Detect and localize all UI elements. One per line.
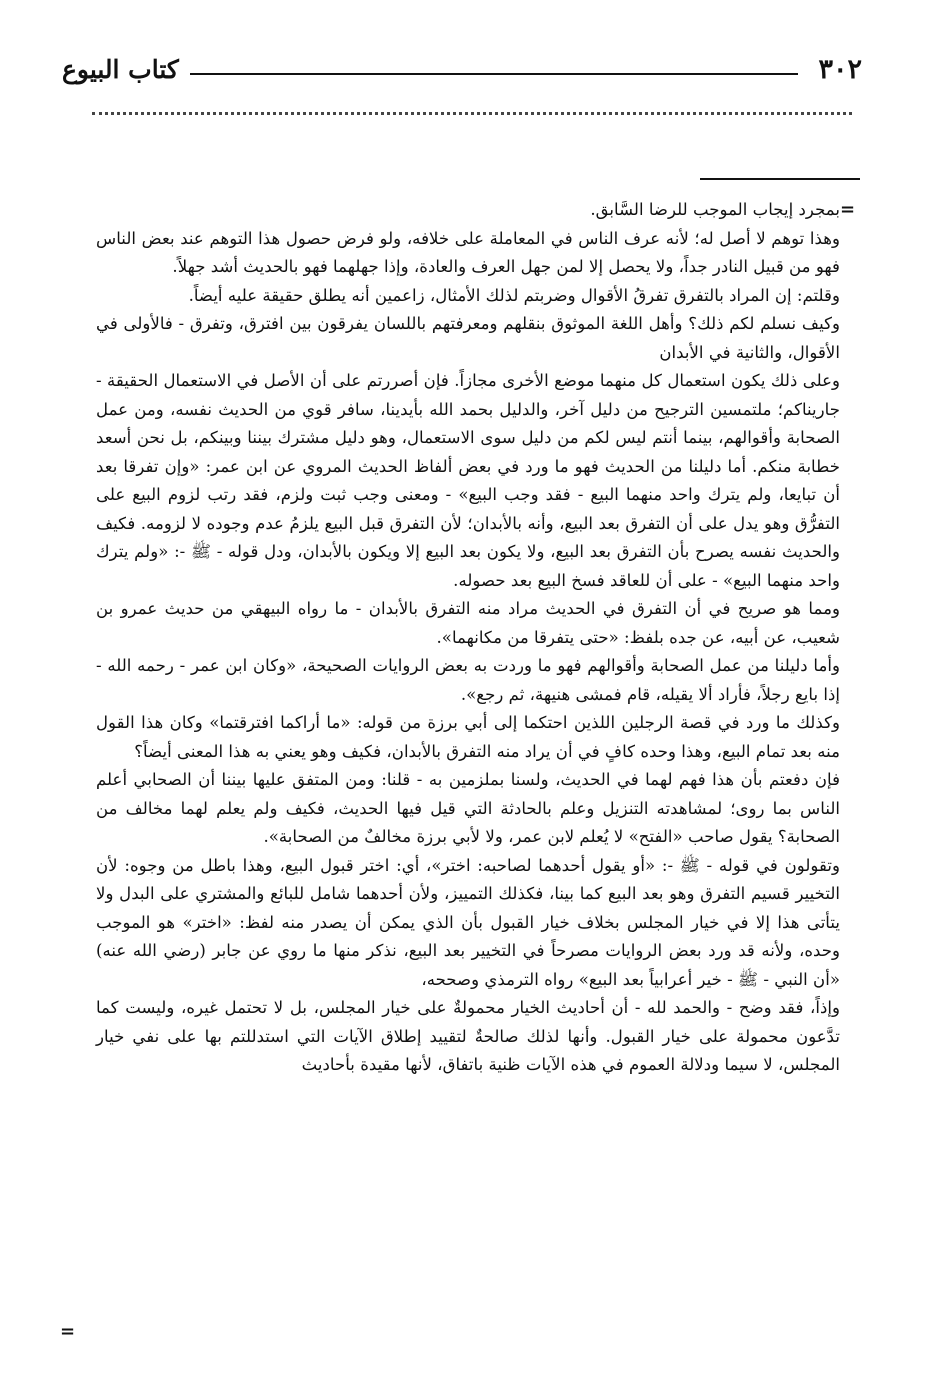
- paragraph: وهذا توهم لا أصل له؛ لأنه عرف الناس في المعاملة على خلافه، ولو فرض حصول هذا التوهم عند بعض الناس فهو من قبيل النادر جداً، ولا يحصل إلا لمن جهل العرف والعادة، وإذا جهلهما فهو بالحديث أشد جهلاً.: [96, 228, 840, 276]
- page-header: [62, 52, 862, 88]
- book-title: كتاب البيوع: [62, 55, 179, 84]
- dotted-separator: [92, 112, 852, 115]
- paragraph: وعلى ذلك يكون استعمال كل منهما موضع الأخرى مجازاً. فإن أصررتم على أن الأصل في الاستعمال الحقيقة - جاريناكم؛ ملتمسين الترجيح من دليل آخر، والدليل بحمد الله بأيدينا، سافر قوي من الحديث نفسه، ومن عمل الصحابة وأقوالهم، بينما أنتم ليس لكم من دليل سوى الاستعمال، وهو دليل مشترك بيننا وبينكم، بل نحن أسعد خطابة منكم. أما دليلنا من الحديث فهو ما ورد في بعض ألفاظ الحديث المروي عن ابن عمر: «وإن تفرقا بعد أن تبايعا، ولم يترك واحد منهما البيع - فقد وجب البيع» - ومعنى وجب ثبت ولزم، فقد رتب لزوم البيع على التفرُّق وهو يدل على أن التفرق بعد البيع، وأنه بالأبدان؛ لأن التفرق قبل البيع يلزمُ عدم وجوده لا لزومه. فكيف والحديث نفسه يصرح بأن التفرق بعد البيع، ولا يكون بعد البيع إلا ويكون بالأبدان، ودل قوله - ﷺ -: «ولم يترك واحد منهما البيع» - على أن للعاقد فسخ البيع بعد حصوله.: [96, 371, 840, 590]
- paragraph: وكذلك ما ورد في قصة الرجلين اللذين احتكما إلى أبي برزة من قوله: «ما أراكما افترقتما» وكان هذا القول منه بعد تمام البيع، وهذا وحده كافٍ في أن يراد منه التفرق بالأبدان، فكيف وهو يعني به هذا المعنى أيضاً؟: [96, 713, 840, 761]
- continuation-mark-top: =: [840, 199, 856, 220]
- continuation-mark-bottom: =: [60, 1321, 76, 1342]
- paragraph: وإذاً، فقد وضح - والحمد لله - أن أحاديث الخيار محمولةٌ على خيار المجلس، بل لا تحتمل غيره، وليست كما تدَّعون محمولة على خيار القبول. وأنها لذلك صالحةٌ لتقييد إطلاق الآيات التي استدللتم بها على نفي خيار المجلس، لا سيما ودلالة العموم في هذه الآيات ظنية باتفاق، لأنها مقيدة بأحاديث: [96, 998, 840, 1074]
- paragraph: وكيف نسلم لكم ذلك؟ وأهل اللغة الموثوق بنقلهم ومعرفتهم باللسان يفرقون بين افترق، وتفرق - فالأولى في الأقوال، والثانية في الأبدان: [96, 314, 840, 362]
- paragraph: وتقولون في قوله - ﷺ -: «أو يقول أحدهما لصاحبه: اختر»، أي: اختر قبول البيع، وهذا باطل من وجوه: لأن التخيير قسيم التفرق وهو بعد البيع كما بينا، فكذلك التمييز، ولأن أحدهما شامل للبائع والمشتري على البدل ولا يتأتى هذا إلا في خيار المجلس بخلاف خيار القبول بأن الذي يمكن أن يصدر منه لفظ: «اختر» هو الموجب وحده، ولأنه قد ورد بعض الروايات مصرحاً في التخيير بعد البيع، نذكر منها ما روي عن جابر (رضي الله عنه) «أن النبي - ﷺ - خير أعرابياً بعد البيع» رواه الترمذي وصححه،: [96, 855, 840, 989]
- paragraph: وأما دليلنا من عمل الصحابة وأقوالهم فهو ما وردت به بعض الروايات الصحيحة، «وكان ابن عمر - رحمه الله - إذا بايع رجلاً، فأراد ألا يقيله، قام فمشى هنيهة، ثم رجع».: [96, 656, 840, 704]
- header-rule: [190, 73, 798, 75]
- footnote-text: [96, 196, 840, 1080]
- paragraph: بمجرد إيجاب الموجب للرضا السَّابق.: [590, 200, 840, 219]
- paragraph: وقلتم: إن المراد بالتفرق تفرقُ الأقوال وضربتم لذلك الأمثال، زاعمين أنه يطلق حقيقة عليه أيضاً.: [188, 285, 840, 305]
- paragraph: فإن دفعتم بأن هذا فهم لهما في الحديث، ولسنا بملزمين به - قلنا: ومن المتفق عليها بيننا أن الصحابي أعلم الناس بما روى؛ لمشاهدته التنزيل وعلم بالحادثة التي قيل فيها الحديث، فكيف ولم يعلم لهما مخالف من الصحابة؟ يقول صاحب «الفتح» لا يُعلم لابن عمر، ولا لأبي برزة مخالفٌ من الصحابة».: [96, 770, 840, 846]
- paragraph: ومما هو صريح في أن التفرق في الحديث مراد منه التفرق بالأبدان - ما رواه البيهقي من حديث عمرو بن شعيب، عن أبيه، عن جده بلفظ: «حتى يتفرقا من مكانهما».: [96, 599, 840, 647]
- page-number: ٣٠٢: [818, 54, 862, 85]
- footnote-rule: [700, 178, 860, 180]
